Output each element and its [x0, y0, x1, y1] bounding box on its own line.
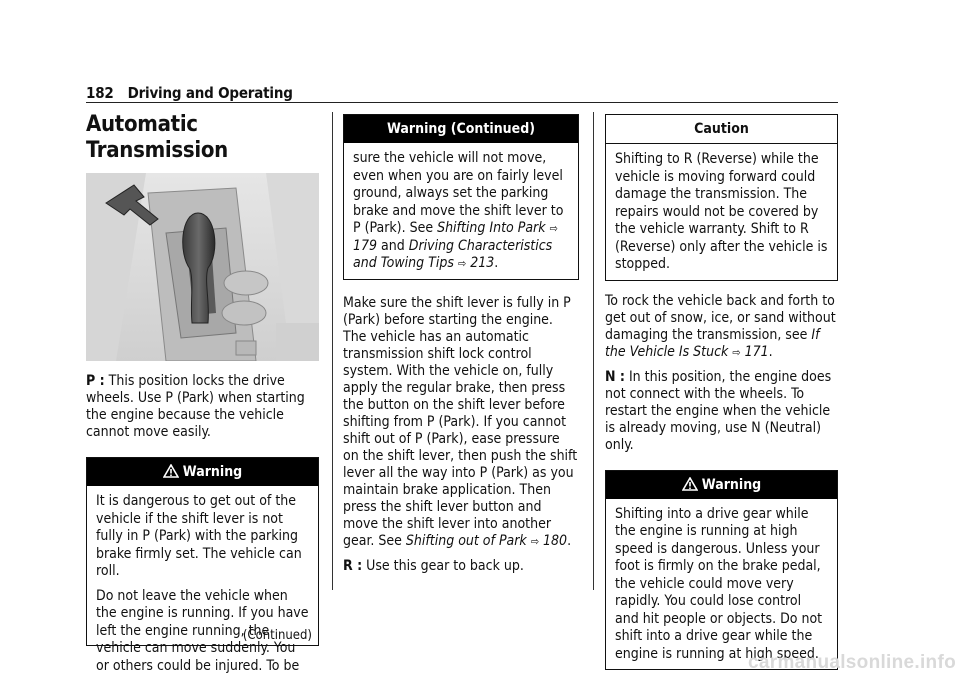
- page-reference-arrow-icon: ⇨: [549, 222, 558, 235]
- running-header: [86, 84, 293, 102]
- page-number: 182: [86, 84, 114, 102]
- p-position-description: [86, 373, 319, 441]
- caution-header: Caution: [606, 115, 837, 144]
- page-ref-179[interactable]: 179: [353, 237, 378, 254]
- page-ref-180[interactable]: 180: [543, 532, 568, 549]
- page-ref-213[interactable]: 213: [470, 255, 495, 271]
- neutral-warning-box: [605, 470, 838, 671]
- park-warning-box: [86, 457, 319, 674]
- shift-lever-illustration: [86, 173, 319, 361]
- and-text: and: [377, 237, 409, 254]
- period: .: [567, 532, 572, 549]
- r-text: Use this gear to back up.: [366, 557, 524, 574]
- period: .: [494, 255, 499, 271]
- warning-header: [87, 458, 318, 486]
- column-3: [605, 114, 838, 670]
- page-reference-arrow-icon: ⇨: [732, 345, 741, 359]
- link-shifting-into-park[interactable]: Shifting Into Park: [437, 220, 546, 236]
- rock-vehicle-text: To rock the vehicle back and forth to get out of snow, ice, or sand without damaging the transmission, see: [605, 292, 836, 343]
- header-rule: [86, 102, 838, 103]
- r-label: R :: [343, 557, 363, 574]
- page-reference-arrow-icon: ⇨: [457, 257, 467, 270]
- page-ref-171[interactable]: 171: [744, 343, 769, 360]
- warning-triangle-icon: [163, 464, 179, 478]
- warning-continued-text: [353, 150, 569, 273]
- warning-title: Warning: [701, 476, 762, 493]
- warning-para-1: It is dangerous to get out of the vehicle if the shift lever is not fully in P (Park) with the parking brake firmly set. The vehicle can roll.: [96, 493, 302, 579]
- p-text: This position locks the drive wheels. Use P (Park) when starting the engine because the vehicle cannot move easily.: [86, 373, 305, 440]
- column-divider-2: [593, 112, 594, 590]
- watermark: carmanualsonline.info: [748, 652, 956, 673]
- shift-lock-paragraph: [343, 295, 579, 550]
- warning-text: Shifting into a drive gear while the engine is running at high speed is dangerous. Unless your foot is firmly on the brake pedal, the vehicle could move very rapidly. You could lose control and hit people or objects. Do not shift into a drive gear while the engine is running at high speed.: [615, 505, 823, 662]
- n-label: N :: [605, 368, 625, 385]
- page-title: Automatic Transmission: [86, 112, 228, 163]
- warning-continued-header: Warning (Continued): [344, 115, 578, 143]
- column-2: [343, 114, 579, 575]
- column-1: [86, 112, 319, 674]
- p-label: P :: [86, 373, 105, 389]
- rock-vehicle-paragraph: [605, 293, 838, 361]
- shift-lock-text: Make sure the shift lever is fully in P (Park) before starting the engine. The vehicle has an automatic transmission shift lock control system. With the vehicle on, fully apply the regular brake, then press the button on the shift lever before shifting from P (Park). If you cannot shift out of P (Park), ease pressure on the shift lever, then push the shift lever all the way into P (Park) as you maintain brake application. Then press the shift lever button and move the shift lever into another gear. See: [343, 294, 578, 549]
- link-if-vehicle-is-stuck[interactable]: If the Vehicle Is Stuck: [605, 326, 820, 360]
- warning-continued-text-1: sure the vehicle will not move, even when you are on fairly level ground, always set the parking brake and move the shift lever to P (Park). See: [353, 150, 564, 236]
- warning-title: Warning: [182, 464, 243, 480]
- column-divider-1: [332, 112, 333, 590]
- r-position-description: [343, 558, 579, 575]
- warning-header: [606, 471, 837, 499]
- link-driving-characteristics[interactable]: Driving Characteristics and Towing Tips: [353, 237, 553, 271]
- page-reference-arrow-icon: ⇨: [530, 534, 540, 548]
- caution-box: [605, 114, 838, 281]
- caution-text: Shifting to R (Reverse) while the vehicle is moving forward could damage the transmission. The repairs would not be covered by the vehicle warranty. Shift to R (Reverse) only after the vehicle is stopped.: [615, 151, 828, 272]
- link-shifting-out-of-park[interactable]: Shifting out of Park: [405, 532, 527, 549]
- section-title: Driving and Operating: [127, 84, 293, 102]
- continued-label: (Continued): [242, 628, 312, 643]
- warning-triangle-icon: [682, 477, 698, 491]
- n-text: In this position, the engine does not connect with the wheels. To restart the engine when the vehicle is already moving, use N (Neutral) only.: [605, 368, 832, 453]
- warning-continued-box: [343, 114, 579, 280]
- n-position-description: [605, 369, 838, 454]
- warning-para-2: Do not leave the vehicle when the engine is running. If you have left the engine running, the vehicle can move suddenly. You or others could be injured. To be: [96, 587, 309, 674]
- period: .: [768, 343, 773, 360]
